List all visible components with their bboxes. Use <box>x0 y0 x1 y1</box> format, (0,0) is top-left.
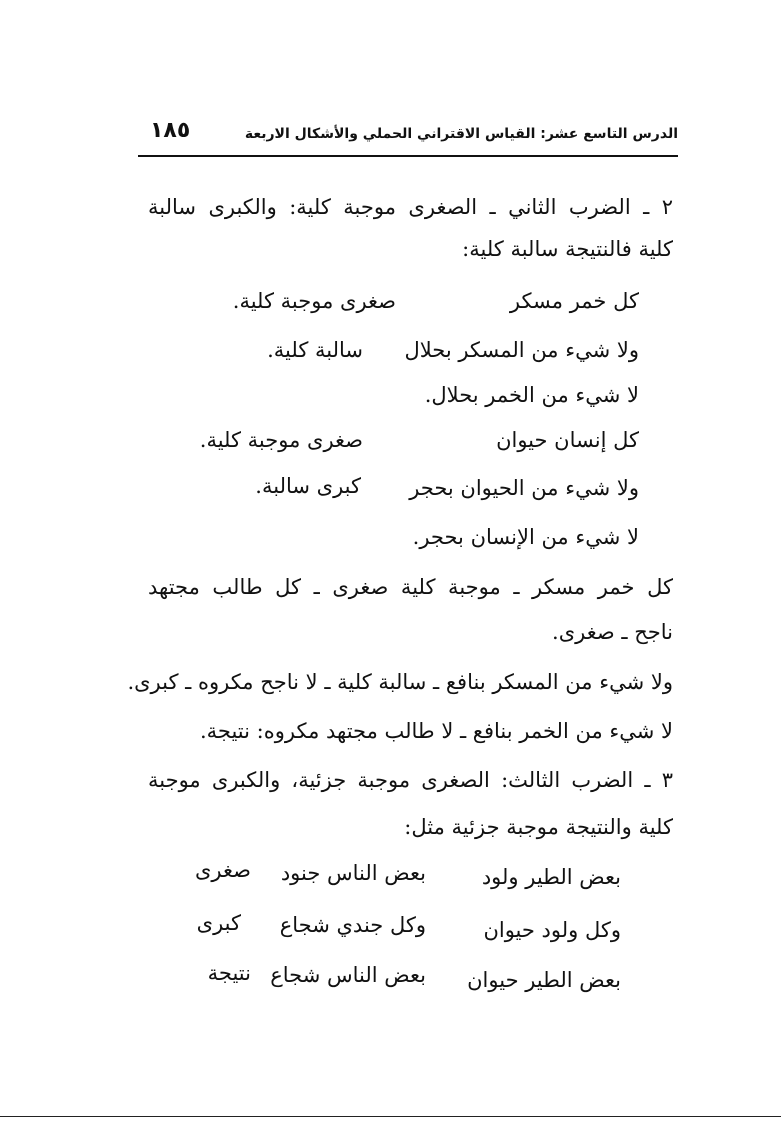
example-role: صغرى موجبة كلية. <box>232 289 396 313</box>
paragraph-line: كلية فالنتيجة سالبة كلية: <box>462 237 673 261</box>
paragraph-line: ولا شيء من المسكر بنافع ـ سالبة كلية ـ لا ناجح مكروه ـ كبرى. <box>127 670 673 694</box>
example-cell: بعض الطير حيوان <box>467 968 621 992</box>
example-premise: كل إنسان حيوان <box>496 428 639 452</box>
example-role: كبرى سالبة. <box>255 474 361 498</box>
running-header <box>138 118 678 152</box>
example-cell: بعض الناس جنود <box>280 861 426 885</box>
example-role: نتيجة <box>207 961 251 985</box>
example-role: كبرى <box>196 911 241 935</box>
example-premise: ولا شيء من الحيوان بحجر <box>409 476 639 500</box>
paragraph-line: كل خمر مسكر ـ موجبة كلية صغرى ـ كل طالب مجتهد <box>148 575 673 599</box>
paragraph-line: ٣ ـ الضرب الثالث: الصغرى موجبة جزئية، والكبرى موجبة <box>148 768 673 792</box>
page-edge-line <box>0 1116 781 1117</box>
example-cell: بعض الطير ولود <box>481 865 621 889</box>
example-cell: وكل جندي شجاع <box>279 913 426 937</box>
paragraph-line: لا شيء من الخمر بنافع ـ لا طالب مجتهد مكروه: نتيجة. <box>199 719 673 743</box>
paragraph-line: ٢ ـ الضرب الثاني ـ الصغرى موجبة كلية: والكبرى سالبة <box>148 195 673 219</box>
example-role: صغرى موجبة كلية. <box>199 428 363 452</box>
paragraph-line: كلية والنتيجة موجبة جزئية مثل: <box>404 815 673 839</box>
paragraph-line: ناجح ـ صغرى. <box>552 620 673 644</box>
page-number: ١٨٥ <box>150 118 191 143</box>
example-role: سالبة كلية. <box>267 338 363 362</box>
example-role: صغرى <box>195 858 251 882</box>
header-divider <box>138 155 678 157</box>
example-conclusion: لا شيء من الإنسان بحجر. <box>412 525 639 549</box>
example-cell: وكل ولود حيوان <box>483 918 621 942</box>
example-premise: ولا شيء من المسكر بحلال <box>404 338 639 362</box>
example-conclusion: لا شيء من الخمر بحلال. <box>424 383 639 407</box>
example-cell: بعض الناس شجاع <box>270 963 426 987</box>
example-premise: كل خمر مسكر <box>509 289 639 313</box>
chapter-title: الدرس التاسع عشر: القياس الاقتراني الحملي والأشكال الاربعة <box>244 126 678 142</box>
